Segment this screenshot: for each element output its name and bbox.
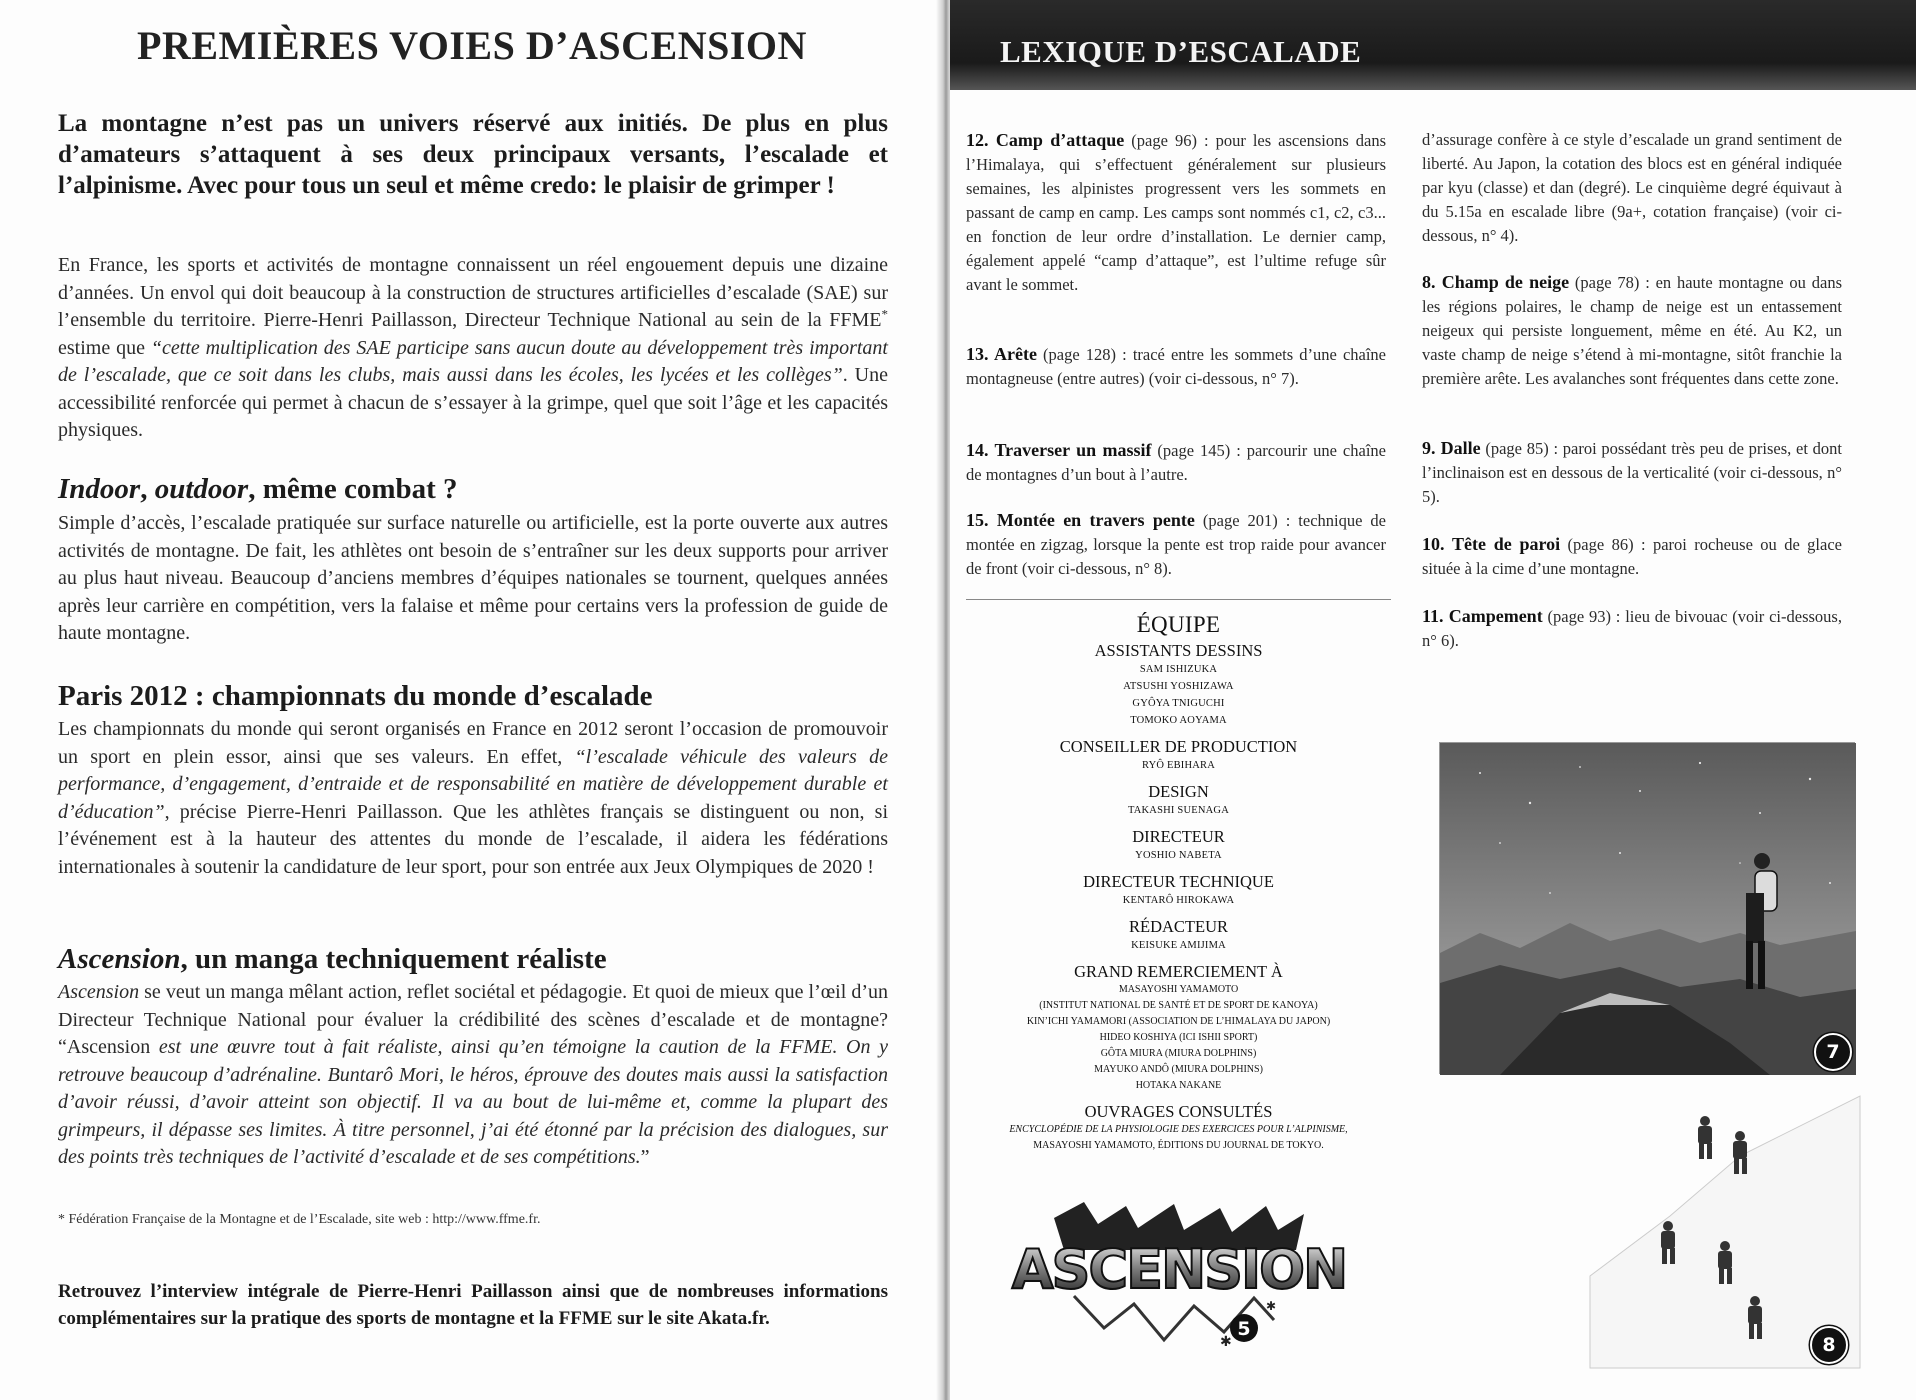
- credit-role: GRAND REMERCIEMENT À: [1074, 962, 1283, 981]
- credit-work-publisher: MASAYOSHI YAMAMOTO, ÉDITIONS DU JOURNAL DE TOKYO.: [1033, 1140, 1324, 1151]
- entry-term: 12. Camp d’attaque: [966, 130, 1125, 150]
- credit-role: RÉDACTEUR: [1129, 917, 1228, 936]
- section-heading-indoor: [58, 473, 888, 506]
- entry-term: 15. Montée en travers pente: [966, 510, 1195, 530]
- credit-name: RYÔ EBIHARA: [1141, 760, 1216, 771]
- heading-outdoor-word: outdoor: [154, 473, 249, 505]
- credit-name: KENTARÔ HIROKAWA: [1122, 895, 1235, 906]
- glossary-entry-12: [966, 128, 1386, 297]
- heading-ascension-word: Ascension: [58, 943, 181, 975]
- glossary-entry-continued: [1422, 128, 1842, 248]
- credit-name: ATSUSHI YOSHIZAWA: [1123, 681, 1234, 692]
- heading-rest: , même combat ?: [248, 473, 458, 505]
- glossary-entry-11: [1422, 604, 1842, 653]
- entry-term: 9. Dalle: [1422, 438, 1481, 458]
- section-body-indoor: Simple d’accès, l’escalade pratiquée sur surface naturelle ou artificielle, est la porte ouverte aux autres activités de montagne. De fait, les athlètes ont besoin de s’entraîner sur les deux supports pour arriver au plus haut niveau. Beaucoup d’anciens membres d’équipes nationales se tournent, quelques années après leur carrière en compétition, vers la falaise et même pour certains vers la profession de guide de haute montagne.: [58, 512, 888, 644]
- credit-name: KIN’ICHI YAMAMORI (ASSOCIATION DE L’HIMALAYA DU JAPON): [1026, 1016, 1331, 1027]
- manga-text-1: se veut un manga mêlant action, reflet sociétal et pédagogie. Et quoi de mieux que l’œil d’un Directeur Technique National pour évaluer la crédibilité des scènes d’escalade et de montagne? “Ascension: [58, 981, 888, 1058]
- manga-quote-end: ”: [640, 1146, 650, 1168]
- section-heading-manga: [58, 943, 888, 976]
- credit-name: TAKASHI SUENAGA: [1127, 805, 1230, 816]
- credits-block: [966, 608, 1391, 1154]
- illustration-ridge-climber: [1439, 742, 1855, 1074]
- snowflake-icon: ✱: [1266, 1299, 1277, 1313]
- snowflake-icon: ✱: [1220, 1334, 1232, 1350]
- credit-role: DESIGN: [1148, 782, 1209, 801]
- entry-text: (page 78) : en haute montagne ou dans les régions polaires, le champ de neige est un entassement neigeux qui persiste longuement, même en été. Au K2, un vaste champ de neige s’étend à mi-montagne, sitôt franchie la première arête. Les avalanches sont fréquentes dans cette zone.: [1422, 273, 1842, 388]
- illustration-zigzag-climbers: [1590, 1096, 1860, 1368]
- glossary-entry-13: [966, 342, 1386, 391]
- credits-heading: ÉQUIPE: [1136, 612, 1221, 637]
- credit-role: ASSISTANTS DESSINS: [1094, 641, 1263, 660]
- credit-name: HIDEO KOSHIYA (ICI ISHII SPORT): [1099, 1032, 1258, 1043]
- section-body-manga: [58, 979, 888, 1172]
- left-page: [0, 0, 944, 1400]
- heading-indoor-word: Indoor: [58, 473, 141, 505]
- entry-text: d’assurage confère à ce style d’escalade un grand sentiment de liberté. Au Japon, la cotation des blocs est en général indiquée par kyu (classe) et dan (degré). Le cinquième degré équivaut à du 5.15a en escalade libre (9a+, cotation française) (voir ci-dessous, n° 4).: [1422, 130, 1842, 245]
- glossary-entry-14: [966, 438, 1386, 487]
- section-heading-paris: Paris 2012 : championnats du monde d’escalade: [58, 680, 653, 712]
- intro-text-3: . Une accessibilité renforcée qui permet à chacun de s’essayer à la grimpe, quel que soit l’âge et les capacités physiques.: [58, 364, 888, 441]
- entry-text: (page 86) : paroi rocheuse ou de glace située à la cime d’une montagne.: [1422, 535, 1842, 578]
- credit-role: DIRECTEUR: [1132, 827, 1225, 846]
- entry-text: (page 128) : tracé entre les sommets d’une chaîne montagneuse (entre autres) (voir ci-dessous, n° 7).: [966, 345, 1386, 388]
- entry-text: (page 96) : pour les ascensions dans l’Himalaya, qui s’effectuent généralement sur plusieurs semaines, les alpinistes progressent vers les sommets en passant de camp en camp. Les camps sont nommés c1, c2, c3... en fonction de leur ordre d’installation. Le dernier camp, également appelé “camp d’attaque”, est l’ultime refuge sûr avant le sommet.: [966, 131, 1387, 294]
- page-title: PREMIÈRES VOIES D’ASCENSION: [137, 23, 807, 68]
- glossary-entry-9: [1422, 436, 1842, 509]
- entry-term: 10. Tête de paroi: [1422, 534, 1561, 554]
- paris-text-1: Les championnats du monde qui seront organisés en France en 2012 seront l’occasion de promouvoir un sport en plein essor, ainsi que ses valeurs. En effet,: [58, 718, 888, 768]
- right-page: [950, 0, 1916, 1400]
- logo-volume-number: 5: [1237, 1318, 1251, 1340]
- glossary-entry-8: [1422, 270, 1842, 391]
- header-banner: [950, 0, 1916, 90]
- footnote-marker: *: [881, 306, 888, 322]
- manga-ital-title: Ascension: [58, 981, 140, 1003]
- glossary-entry-10: [1422, 532, 1842, 581]
- closing-paragraph: Retrouvez l’interview intégrale de Pierre-Henri Paillasson ainsi que de nombreuses informations complémentaires sur la pratique des sports de montagne et la FFME sur le site Akata.fr.: [58, 1281, 888, 1329]
- logo-wordmark: ASCENSION: [1011, 1238, 1347, 1301]
- figure-number-badge: 7: [1814, 1033, 1852, 1071]
- credit-name: MAYUKO ANDÔ (MIURA DOLPHINS): [1094, 1064, 1263, 1075]
- entry-term: 13. Arête: [966, 344, 1037, 364]
- credit-role: DIRECTEUR TECHNIQUE: [1083, 872, 1274, 891]
- heading-manga-rest: , un manga techniquement réaliste: [180, 943, 607, 975]
- credit-role: OUVRAGES CONSULTÉS: [1084, 1102, 1273, 1121]
- credit-name: MASAYOSHI YAMAMOTO: [1118, 984, 1239, 995]
- entry-term: 8. Champ de neige: [1422, 272, 1570, 292]
- intro-text-2: estime que: [58, 336, 151, 359]
- ridge-scene: [1440, 743, 1856, 1075]
- entry-text: (page 85) : paroi possédant très peu de prises, et dont l’inclinaison est en dessous de la verticalité (voir ci-dessous, n° 5).: [1422, 439, 1842, 506]
- divider: [966, 599, 1391, 600]
- manga-quote: est une œuvre tout à fait réaliste, ainsi qu’en témoigne la caution de la FFME. On y retrouve beaucoup d’adrénaline. Buntarô Mori, le héros, éprouve des doutes mais aussi la satisfaction d’avoir réussi, d’avoir atteint son objectif. Il va au bout de lui-même et, comme la plupart des grimpeurs, il dépasse ses limites. À titre personnel, j’ai été étonné par la précision des dialogues, sur des points très techniques de l’activité d’escalade et de ses compétitions.: [58, 1036, 888, 1168]
- entry-text: (page 201) : technique de montée en zigzag, lorsque la pente est trop raide pour avancer de front (voir ci-dessous, n° 8).: [966, 511, 1387, 578]
- credit-name: YOSHIO NABETA: [1135, 850, 1222, 861]
- entry-term: 11. Campement: [1422, 606, 1543, 626]
- credit-work-title: ENCYCLOPÉDIE DE LA PHYSIOLOGIE DES EXERCICES POUR L’ALPINISME,: [1009, 1124, 1348, 1135]
- intro-quote: “cette multiplication des SAE participe sans aucun doute au développement très important de l’escalade, que ce soit dans les clubs, mais aussi dans les écoles, les lycées et les collèges”: [58, 336, 888, 386]
- ascension-logo: [1011, 1200, 1347, 1350]
- credit-name: HOTAKA NAKANE: [1135, 1080, 1222, 1091]
- paris-text-2: , précise Pierre-Henri Paillasson. Que les athlètes français se distinguent ou non, si l’événement est à la hauteur des attentes du monde de l’escalade, il aidera les fédérations internationales à soutenir la candidature de leur sport, pour son entrée aux Jeux Olympiques de 2020 !: [58, 800, 888, 878]
- paris-quote: “l’escalade véhicule des valeurs de performance, d’engagement, d’entraide et de responsabilité en matière de développement durable et d’éducation”: [58, 745, 888, 823]
- lead-paragraph: La montagne n’est pas un univers réservé aux initiés. De plus en plus d’amateurs s’attaquent à ses deux principaux versants, l’escalade et l’alpinisme. Avec pour tous un seul et même credo: le plaisir de grimper !: [58, 110, 888, 199]
- footnote: * Fédération Française de la Montagne et de l’Escalade, site web : http://www.ffme.fr.: [58, 1212, 541, 1227]
- entry-text: (page 145) : parcourir une chaîne de montagnes d’un bout à l’autre.: [966, 441, 1386, 484]
- credit-role: CONSEILLER DE PRODUCTION: [1059, 737, 1298, 756]
- intro-text-1: En France, les sports et activités de montagne connaissent un réel engouement depuis une dizaine d’années. Un envol qui doit beaucoup à la construction de structures artificielles d’escalade (SAE) sur l’ensemble du territoire. Pierre-Henri Paillasson, Directeur Technique National au sein de la FFME: [58, 254, 888, 331]
- banner-title: LEXIQUE D’ESCALADE: [1000, 34, 1362, 69]
- credit-name: KEISUKE AMIJIMA: [1131, 940, 1226, 951]
- entry-term: 14. Traverser un massif: [966, 440, 1152, 460]
- figure-number-badge: 8: [1810, 1326, 1848, 1364]
- glossary-entry-15: [966, 508, 1386, 581]
- heading-comma: ,: [140, 473, 155, 505]
- credit-name: SAM ISHIZUKA: [1139, 664, 1218, 675]
- entry-text: (page 93) : lieu de bivouac (voir ci-dessous, n° 6).: [1422, 607, 1842, 650]
- section-body-paris: [58, 716, 888, 881]
- credit-name: TOMOKO AOYAMA: [1130, 715, 1227, 726]
- intro-paragraph: [58, 252, 888, 445]
- credit-name: GÔTA MIURA (MIURA DOLPHINS): [1100, 1048, 1257, 1059]
- credit-name: GYÔYA TNIGUCHI: [1132, 698, 1225, 709]
- credit-name: (INSTITUT NATIONAL DE SANTÉ ET DE SPORT DE KANOYA): [1039, 1000, 1318, 1011]
